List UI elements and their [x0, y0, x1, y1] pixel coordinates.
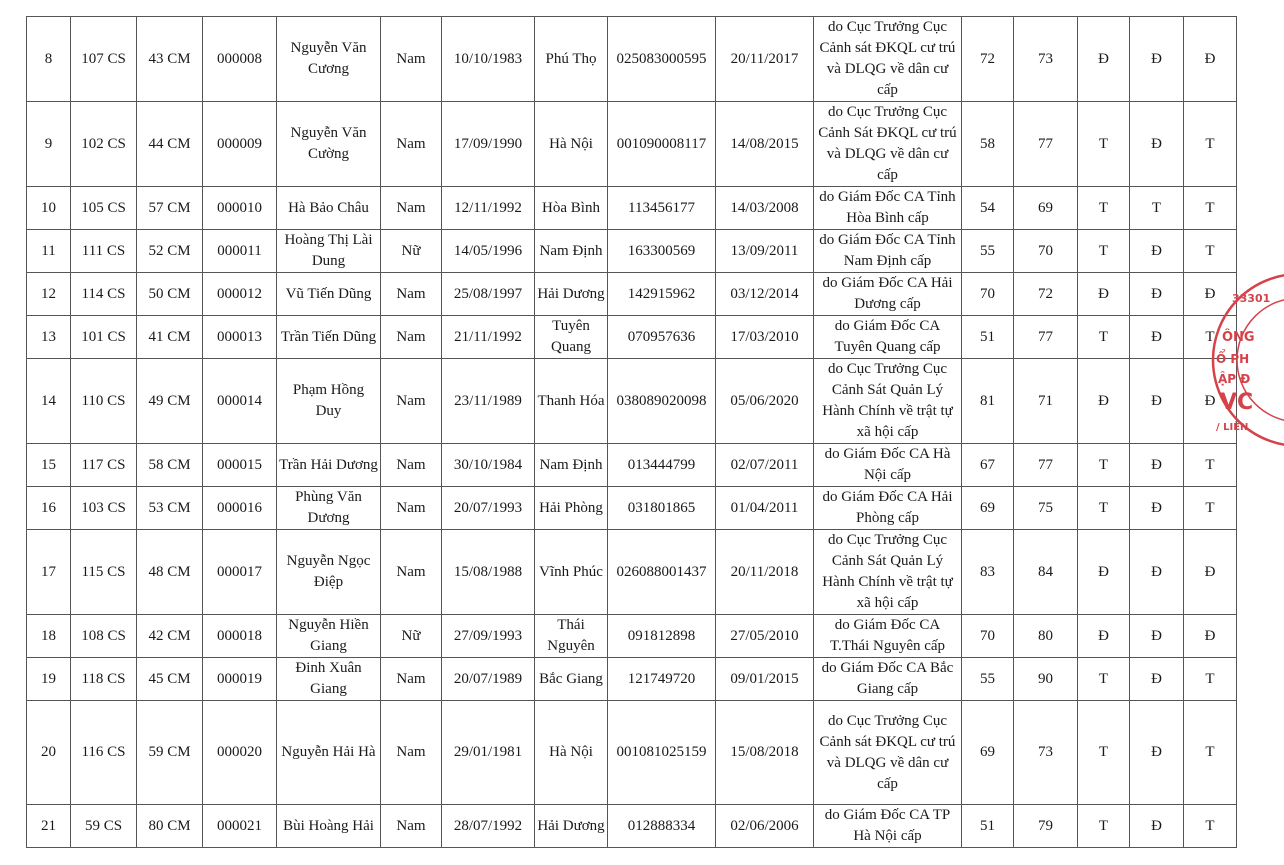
- row-number: 20: [27, 701, 71, 805]
- cm-code: 50 CM: [137, 273, 203, 316]
- result-2: Đ: [1130, 805, 1184, 848]
- seal-text-fragment: VC: [1220, 390, 1254, 415]
- issuer: do Cục Trưởng Cục Cảnh Sát Quản Lý Hành Chính về trật tự xã hội cấp: [814, 359, 962, 444]
- table-row: [27, 444, 1237, 487]
- table-body: [27, 17, 1237, 848]
- birth-date: 20/07/1989: [442, 658, 535, 701]
- cm-code: 45 CM: [137, 658, 203, 701]
- issue-date: 20/11/2018: [716, 530, 814, 615]
- result-2: Đ: [1130, 359, 1184, 444]
- row-number: 14: [27, 359, 71, 444]
- full-name: Nguyễn Văn Cường: [277, 102, 381, 187]
- row-number: 15: [27, 444, 71, 487]
- record-code: 000013: [203, 316, 277, 359]
- issue-date: 01/04/2011: [716, 487, 814, 530]
- score-1: 69: [962, 701, 1014, 805]
- cs-code: 105 CS: [71, 187, 137, 230]
- score-2: 70: [1014, 230, 1078, 273]
- record-code: 000015: [203, 444, 277, 487]
- score-1: 83: [962, 530, 1014, 615]
- result-2: Đ: [1130, 658, 1184, 701]
- row-number: 21: [27, 805, 71, 848]
- cm-code: 43 CM: [137, 17, 203, 102]
- row-number: 17: [27, 530, 71, 615]
- issue-date: 09/01/2015: [716, 658, 814, 701]
- gender: Nam: [381, 701, 442, 805]
- gender: Nam: [381, 187, 442, 230]
- red-seal-stamp: [1216, 270, 1284, 450]
- score-1: 70: [962, 273, 1014, 316]
- issue-date: 20/11/2017: [716, 17, 814, 102]
- result-3: T: [1184, 316, 1237, 359]
- result-1: T: [1078, 444, 1130, 487]
- id-number: 113456177: [608, 187, 716, 230]
- table-row: [27, 316, 1237, 359]
- result-3: T: [1184, 658, 1237, 701]
- seal-text-fragment: 33301: [1232, 292, 1271, 305]
- result-1: T: [1078, 487, 1130, 530]
- record-code: 000008: [203, 17, 277, 102]
- full-name: Phạm Hồng Duy: [277, 359, 381, 444]
- id-number: 163300569: [608, 230, 716, 273]
- result-3: Đ: [1184, 273, 1237, 316]
- birth-date: 30/10/1984: [442, 444, 535, 487]
- result-1: T: [1078, 187, 1130, 230]
- hometown: Nam Định: [535, 230, 608, 273]
- issuer: do Cục Trưởng Cục Cảnh sát ĐKQL cư trú và DLQG về dân cư cấp: [814, 701, 962, 805]
- record-code: 000012: [203, 273, 277, 316]
- result-2: Đ: [1130, 17, 1184, 102]
- birth-date: 10/10/1983: [442, 17, 535, 102]
- birth-date: 25/08/1997: [442, 273, 535, 316]
- gender: Nam: [381, 17, 442, 102]
- cs-code: 101 CS: [71, 316, 137, 359]
- result-2: T: [1130, 187, 1184, 230]
- result-1: T: [1078, 805, 1130, 848]
- score-1: 70: [962, 615, 1014, 658]
- score-2: 73: [1014, 17, 1078, 102]
- hometown: Hà Nội: [535, 102, 608, 187]
- issue-date: 17/03/2010: [716, 316, 814, 359]
- score-1: 51: [962, 805, 1014, 848]
- row-number: 13: [27, 316, 71, 359]
- id-number: 031801865: [608, 487, 716, 530]
- issue-date: 03/12/2014: [716, 273, 814, 316]
- result-2: Đ: [1130, 102, 1184, 187]
- result-2: Đ: [1130, 444, 1184, 487]
- id-number: 026088001437: [608, 530, 716, 615]
- record-code: 000009: [203, 102, 277, 187]
- score-1: 51: [962, 316, 1014, 359]
- issuer: do Giám Đốc CA Tỉnh Hòa Bình cấp: [814, 187, 962, 230]
- cm-code: 58 CM: [137, 444, 203, 487]
- result-2: Đ: [1130, 487, 1184, 530]
- result-3: T: [1184, 230, 1237, 273]
- gender: Nam: [381, 273, 442, 316]
- issue-date: 02/07/2011: [716, 444, 814, 487]
- score-2: 80: [1014, 615, 1078, 658]
- row-number: 11: [27, 230, 71, 273]
- table-row: [27, 273, 1237, 316]
- issue-date: 02/06/2006: [716, 805, 814, 848]
- result-3: T: [1184, 102, 1237, 187]
- cs-code: 117 CS: [71, 444, 137, 487]
- hometown: Tuyên Quang: [535, 316, 608, 359]
- id-number: 142915962: [608, 273, 716, 316]
- gender: Nam: [381, 658, 442, 701]
- result-1: T: [1078, 102, 1130, 187]
- table-row: [27, 805, 1237, 848]
- candidate-table: [26, 16, 1237, 848]
- result-1: T: [1078, 701, 1130, 805]
- issue-date: 14/03/2008: [716, 187, 814, 230]
- issuer: do Giám Đốc CA Hà Nội cấp: [814, 444, 962, 487]
- cs-code: 102 CS: [71, 102, 137, 187]
- result-1: T: [1078, 230, 1130, 273]
- result-1: Đ: [1078, 530, 1130, 615]
- cs-code: 103 CS: [71, 487, 137, 530]
- table-row: [27, 530, 1237, 615]
- result-2: Đ: [1130, 615, 1184, 658]
- id-number: 013444799: [608, 444, 716, 487]
- result-2: Đ: [1130, 701, 1184, 805]
- hometown: Bắc Giang: [535, 658, 608, 701]
- score-2: 84: [1014, 530, 1078, 615]
- score-2: 73: [1014, 701, 1078, 805]
- score-2: 71: [1014, 359, 1078, 444]
- cm-code: 53 CM: [137, 487, 203, 530]
- cm-code: 48 CM: [137, 530, 203, 615]
- full-name: Nguyễn Hải Hà: [277, 701, 381, 805]
- record-code: 000016: [203, 487, 277, 530]
- result-1: Đ: [1078, 359, 1130, 444]
- birth-date: 21/11/1992: [442, 316, 535, 359]
- score-1: 54: [962, 187, 1014, 230]
- issuer: do Giám Đốc CA Tuyên Quang cấp: [814, 316, 962, 359]
- cs-code: 115 CS: [71, 530, 137, 615]
- cm-code: 42 CM: [137, 615, 203, 658]
- hometown: Phú Thọ: [535, 17, 608, 102]
- row-number: 10: [27, 187, 71, 230]
- gender: Nữ: [381, 230, 442, 273]
- issuer: do Cục Trưởng Cục Cảnh Sát ĐKQL cư trú và DLQG về dân cư cấp: [814, 102, 962, 187]
- full-name: Đinh Xuân Giang: [277, 658, 381, 701]
- row-number: 16: [27, 487, 71, 530]
- table-row: [27, 230, 1237, 273]
- table-row: [27, 187, 1237, 230]
- result-3: T: [1184, 805, 1237, 848]
- full-name: Phùng Văn Dương: [277, 487, 381, 530]
- record-code: 000018: [203, 615, 277, 658]
- cm-code: 49 CM: [137, 359, 203, 444]
- cs-code: 114 CS: [71, 273, 137, 316]
- result-3: Đ: [1184, 530, 1237, 615]
- birth-date: 23/11/1989: [442, 359, 535, 444]
- seal-text-fragment: ẬP Đ: [1218, 372, 1251, 386]
- cm-code: 41 CM: [137, 316, 203, 359]
- row-number: 19: [27, 658, 71, 701]
- full-name: Vũ Tiến Dũng: [277, 273, 381, 316]
- record-code: 000010: [203, 187, 277, 230]
- score-2: 77: [1014, 102, 1078, 187]
- cs-code: 116 CS: [71, 701, 137, 805]
- score-2: 77: [1014, 444, 1078, 487]
- gender: Nam: [381, 805, 442, 848]
- score-1: 81: [962, 359, 1014, 444]
- birth-date: 17/09/1990: [442, 102, 535, 187]
- gender: Nam: [381, 487, 442, 530]
- cs-code: 59 CS: [71, 805, 137, 848]
- gender: Nam: [381, 359, 442, 444]
- score-1: 55: [962, 230, 1014, 273]
- result-3: Đ: [1184, 615, 1237, 658]
- hometown: Hòa Bình: [535, 187, 608, 230]
- result-3: T: [1184, 487, 1237, 530]
- hometown: Hải Dương: [535, 805, 608, 848]
- row-number: 8: [27, 17, 71, 102]
- result-2: Đ: [1130, 273, 1184, 316]
- cm-code: 52 CM: [137, 230, 203, 273]
- full-name: Hoàng Thị Lài Dung: [277, 230, 381, 273]
- hometown: Hải Phòng: [535, 487, 608, 530]
- row-number: 9: [27, 102, 71, 187]
- birth-date: 12/11/1992: [442, 187, 535, 230]
- table-row: [27, 701, 1237, 805]
- issuer: do Giám Đốc CA Hải Phòng cấp: [814, 487, 962, 530]
- issue-date: 14/08/2015: [716, 102, 814, 187]
- record-code: 000017: [203, 530, 277, 615]
- issuer: do Giám Đốc CA TP Hà Nội cấp: [814, 805, 962, 848]
- score-1: 58: [962, 102, 1014, 187]
- birth-date: 27/09/1993: [442, 615, 535, 658]
- result-2: Đ: [1130, 316, 1184, 359]
- id-number: 001090008117: [608, 102, 716, 187]
- issue-date: 13/09/2011: [716, 230, 814, 273]
- score-1: 55: [962, 658, 1014, 701]
- issuer: do Cục Trưởng Cục Cảnh Sát Quản Lý Hành Chính về trật tự xã hội cấp: [814, 530, 962, 615]
- birth-date: 15/08/1988: [442, 530, 535, 615]
- cs-code: 118 CS: [71, 658, 137, 701]
- result-1: Đ: [1078, 17, 1130, 102]
- id-number: 091812898: [608, 615, 716, 658]
- full-name: Bùi Hoàng Hải: [277, 805, 381, 848]
- row-number: 12: [27, 273, 71, 316]
- issuer: do Giám Đốc CA T.Thái Nguyên cấp: [814, 615, 962, 658]
- table-row: [27, 17, 1237, 102]
- score-2: 69: [1014, 187, 1078, 230]
- full-name: Trần Hải Dương: [277, 444, 381, 487]
- score-1: 72: [962, 17, 1014, 102]
- cs-code: 111 CS: [71, 230, 137, 273]
- result-1: Đ: [1078, 615, 1130, 658]
- score-2: 77: [1014, 316, 1078, 359]
- id-number: 070957636: [608, 316, 716, 359]
- result-1: T: [1078, 658, 1130, 701]
- cm-code: 44 CM: [137, 102, 203, 187]
- result-3: Đ: [1184, 359, 1237, 444]
- gender: Nam: [381, 102, 442, 187]
- hometown: Hà Nội: [535, 701, 608, 805]
- record-code: 000021: [203, 805, 277, 848]
- table-row: [27, 359, 1237, 444]
- table-row: [27, 615, 1237, 658]
- score-2: 72: [1014, 273, 1078, 316]
- record-code: 000014: [203, 359, 277, 444]
- birth-date: 14/05/1996: [442, 230, 535, 273]
- full-name: Nguyễn Hiền Giang: [277, 615, 381, 658]
- row-number: 18: [27, 615, 71, 658]
- table-row: [27, 658, 1237, 701]
- result-1: T: [1078, 316, 1130, 359]
- score-2: 90: [1014, 658, 1078, 701]
- hometown: Nam Định: [535, 444, 608, 487]
- issuer: do Giám Đốc CA Hải Dương cấp: [814, 273, 962, 316]
- result-3: T: [1184, 701, 1237, 805]
- table-row: [27, 487, 1237, 530]
- score-1: 69: [962, 487, 1014, 530]
- full-name: Nguyễn Văn Cương: [277, 17, 381, 102]
- full-name: Trần Tiến Dũng: [277, 316, 381, 359]
- issuer: do Giám Đốc CA Bắc Giang cấp: [814, 658, 962, 701]
- gender: Nam: [381, 444, 442, 487]
- record-code: 000019: [203, 658, 277, 701]
- gender: Nam: [381, 530, 442, 615]
- hometown: Thanh Hóa: [535, 359, 608, 444]
- cs-code: 108 CS: [71, 615, 137, 658]
- seal-text-fragment: / LIÊN: [1216, 422, 1249, 433]
- score-2: 75: [1014, 487, 1078, 530]
- gender: Nữ: [381, 615, 442, 658]
- id-number: 012888334: [608, 805, 716, 848]
- cs-code: 110 CS: [71, 359, 137, 444]
- hometown: Hải Dương: [535, 273, 608, 316]
- id-number: 038089020098: [608, 359, 716, 444]
- issuer: do Cục Trưởng Cục Cảnh sát ĐKQL cư trú và DLQG về dân cư cấp: [814, 17, 962, 102]
- result-2: Đ: [1130, 530, 1184, 615]
- cs-code: 107 CS: [71, 17, 137, 102]
- result-2: Đ: [1130, 230, 1184, 273]
- full-name: Nguyễn Ngọc Điệp: [277, 530, 381, 615]
- result-3: Đ: [1184, 17, 1237, 102]
- result-3: T: [1184, 444, 1237, 487]
- result-1: Đ: [1078, 273, 1130, 316]
- cm-code: 59 CM: [137, 701, 203, 805]
- id-number: 001081025159: [608, 701, 716, 805]
- seal-text-fragment: ÔNG: [1222, 330, 1255, 345]
- seal-text-fragment: Ổ PH: [1216, 352, 1250, 366]
- cm-code: 57 CM: [137, 187, 203, 230]
- table-row: [27, 102, 1237, 187]
- gender: Nam: [381, 316, 442, 359]
- birth-date: 20/07/1993: [442, 487, 535, 530]
- result-3: T: [1184, 187, 1237, 230]
- hometown: Vĩnh Phúc: [535, 530, 608, 615]
- cm-code: 80 CM: [137, 805, 203, 848]
- birth-date: 28/07/1992: [442, 805, 535, 848]
- issue-date: 05/06/2020: [716, 359, 814, 444]
- id-number: 121749720: [608, 658, 716, 701]
- record-code: 000020: [203, 701, 277, 805]
- issuer: do Giám Đốc CA Tỉnh Nam Định cấp: [814, 230, 962, 273]
- hometown: Thái Nguyên: [535, 615, 608, 658]
- issue-date: 15/08/2018: [716, 701, 814, 805]
- birth-date: 29/01/1981: [442, 701, 535, 805]
- id-number: 025083000595: [608, 17, 716, 102]
- issue-date: 27/05/2010: [716, 615, 814, 658]
- full-name: Hà Bảo Châu: [277, 187, 381, 230]
- score-2: 79: [1014, 805, 1078, 848]
- score-1: 67: [962, 444, 1014, 487]
- record-code: 000011: [203, 230, 277, 273]
